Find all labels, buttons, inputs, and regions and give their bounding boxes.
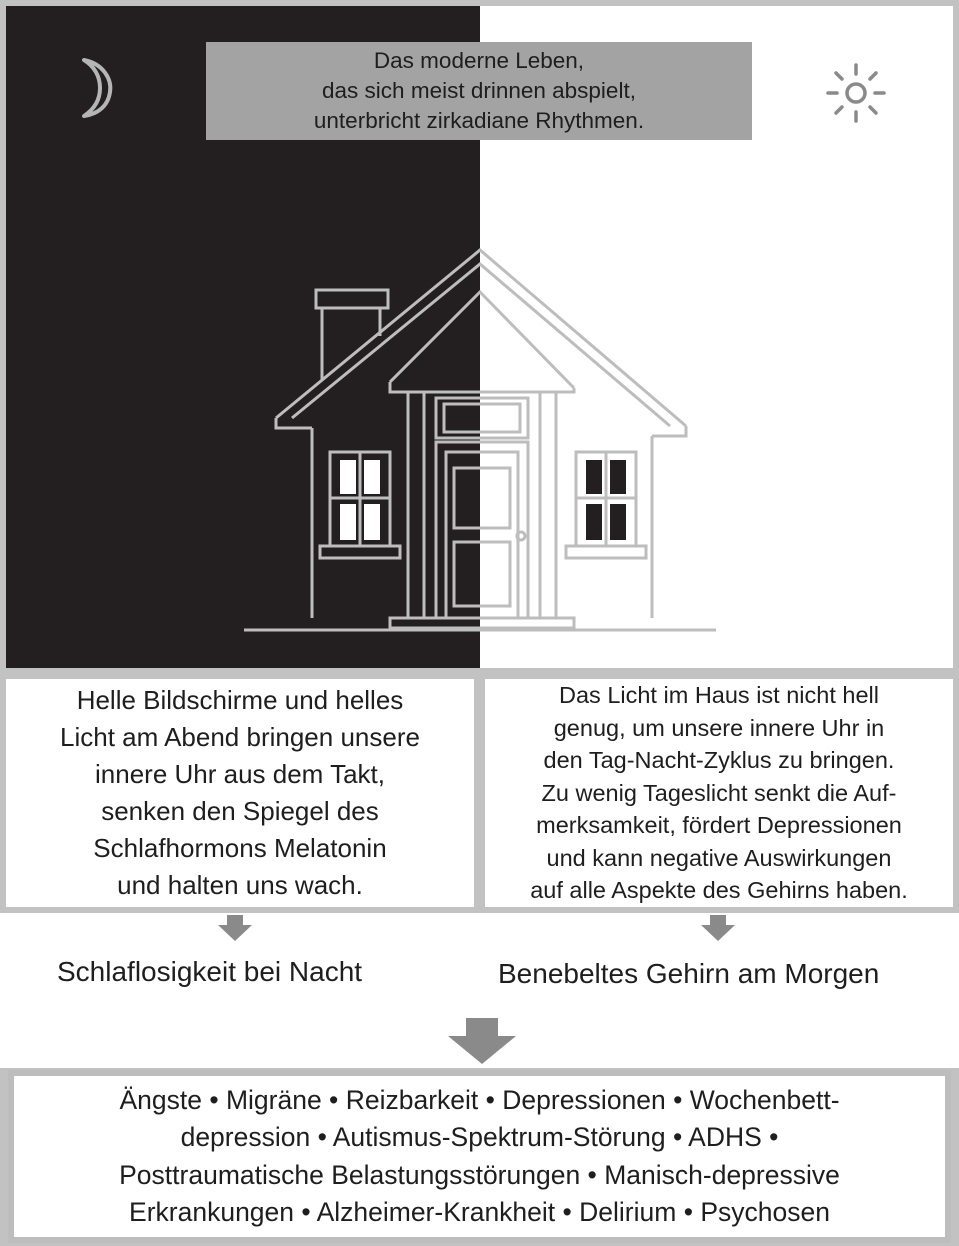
indoor-light-description xyxy=(485,679,953,907)
header-line: Das moderne Leben, xyxy=(373,48,585,73)
text-line: Zu wenig Tageslicht senkt die Auf- xyxy=(541,779,897,806)
day-night-panel xyxy=(6,6,953,668)
text-line: genug, um unsere innere Uhr in xyxy=(553,714,885,741)
text-line: Erkrankungen • Alzheimer-Krankheit • Delirium • Psychosen xyxy=(129,1197,830,1227)
down-arrow-icon xyxy=(216,915,254,943)
sun-icon xyxy=(825,62,887,124)
text-line: Posttraumatische Belastungsstörungen • Manisch-depressive xyxy=(119,1159,840,1190)
text-line: senken den Spiegel des xyxy=(101,796,379,826)
text-line: Schlafhormons Melatonin xyxy=(93,833,387,863)
text-line: auf alle Aspekte des Gehirns haben. xyxy=(530,877,908,904)
evening-light-description xyxy=(6,679,474,907)
text-line: Licht am Abend bringen unsere xyxy=(60,722,420,752)
header-caption xyxy=(206,42,752,140)
text-line: Ängste • Migräne • Reizbarkeit • Depressionen • Wochenbett- xyxy=(119,1084,840,1115)
conditions-list xyxy=(14,1076,945,1237)
result-foggy-brain: Benebeltes Gehirn am Morgen xyxy=(498,958,880,989)
text-line: Das Licht im Haus ist nicht hell xyxy=(559,682,879,709)
down-arrow-icon xyxy=(446,1018,518,1066)
header-line: das sich meist drinnen abspielt, xyxy=(322,78,636,103)
down-arrow-icon xyxy=(699,915,737,943)
text-line: den Tag-Nacht-Zyklus zu bringen. xyxy=(543,747,895,774)
text-line: Helle Bildschirme und helles xyxy=(76,685,404,715)
text-line: und kann negative Auswirkungen xyxy=(546,844,892,871)
result-insomnia: Schlaflosigkeit bei Nacht xyxy=(57,956,363,987)
text-line: merksamkeit, fördert Depressionen xyxy=(536,812,902,839)
text-line: depression • Autismus-Spektrum-Störung • ADHS • xyxy=(180,1122,779,1152)
text-line: und halten uns wach. xyxy=(117,870,363,900)
text-line: innere Uhr aus dem Takt, xyxy=(95,759,385,789)
moon-icon xyxy=(70,56,120,120)
house-illustration xyxy=(240,246,720,638)
header-line: unterbricht zirkadiane Rhythmen. xyxy=(313,108,645,133)
